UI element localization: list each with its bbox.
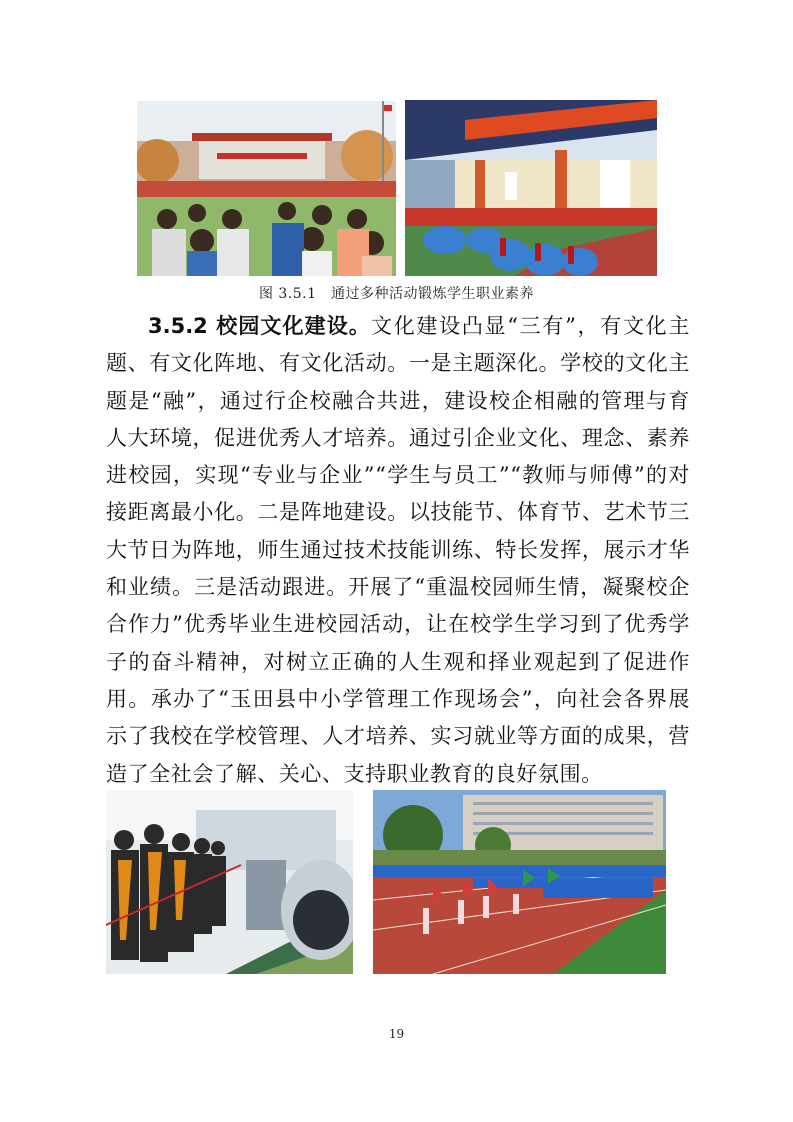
photo-lab-visit: [106, 790, 353, 974]
photo-stage-performance: [405, 100, 657, 276]
photo-outdoor-assembly: [137, 101, 396, 276]
photo-sports-parade: [373, 790, 666, 974]
section-body: [106, 308, 690, 793]
figure-caption: 图 3.5.1 通过多种活动锻炼学生职业素养: [258, 286, 535, 302]
section-heading: 3.5.2 校园文化建设。: [148, 314, 371, 338]
section-paragraph: 文化建设凸显“三有”，有文化主题、有文化阵地、有文化活动。一是主题深化。学校的文化主题是“融”，通过行企校融合共进，建设校企相融的管理与育人大环境，促进优秀人才培养。通过引企业文化、理念、素养进校园，实现“专业与企业”“学生与员工”“教师与师傅”的对接距离最小化。二是阵地建设。以技能节、体育节、艺术节三大节日为阵地，师生通过技术技能训练、特长发挥，展示才华和业绩。三是活动跟进。开展了“重温校园师生情，凝聚校企合作力”优秀毕业生进校园活动，让在校学生学习到了优秀学子的奋斗精神，对树立正确的人生观和择业观起到了促进作用。承办了“玉田县中小学管理工作现场会”，向社会各界展示了我校在学校管理、人才培养、实习就业等方面的成果，营造了全社会了解、关心、支持职业教育的良好氛围。: [106, 314, 690, 786]
page-number: 19: [388, 1027, 405, 1041]
